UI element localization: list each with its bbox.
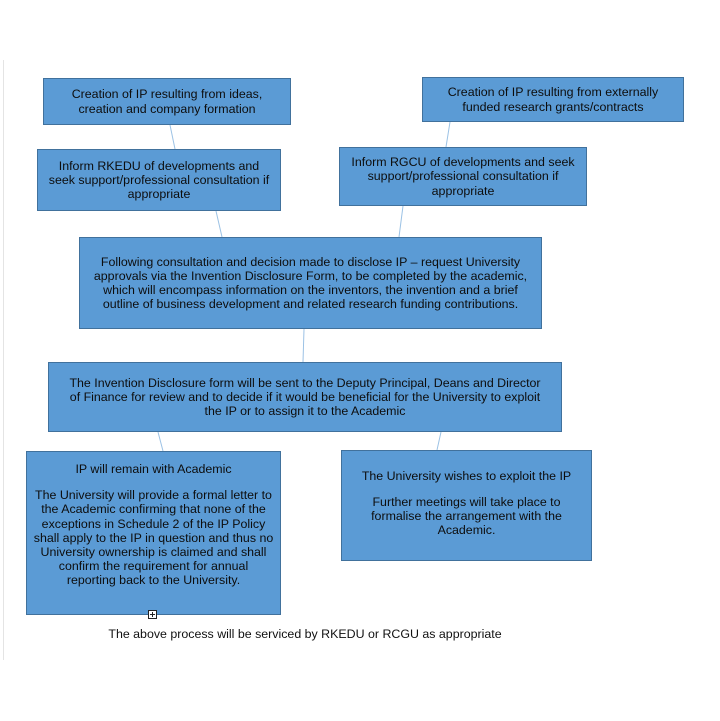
box-inform-rkedu bbox=[37, 149, 281, 211]
connector-ideas-to-rkedu bbox=[170, 125, 175, 149]
box-external-grants-text: Creation of IP resulting from externally funded research grants/contracts bbox=[447, 85, 659, 114]
box-disclosure-request-text: Following consultation and decision made to disclose IP – request University approvals via the Invention Disclosure Form, to be completed by the academic, which will encompass information on the inventors, the invention and a brief outline of business development and related research funding contributions. bbox=[93, 254, 528, 312]
connector-review-to-exploit bbox=[437, 432, 441, 450]
box-ideas-creation bbox=[43, 78, 291, 125]
connector-review-to-remain bbox=[158, 432, 163, 451]
box-ip-remain-academic bbox=[26, 451, 281, 615]
connector-rkedu-to-disclosure bbox=[216, 211, 222, 237]
box-inform-rgcu-text: Inform RGCU of developments and seek support/professional consultation if appropriate bbox=[351, 155, 575, 198]
connector-rgcu-to-disclosure bbox=[399, 206, 403, 237]
box-inform-rgcu bbox=[339, 147, 587, 206]
footer-note: The above process will be serviced by RKEDU or RCGU as appropriate bbox=[108, 627, 502, 641]
connector-grants-to-rgcu bbox=[446, 122, 450, 147]
box-university-exploit-body: Further meetings will take place to formalise the arrangement with the Academic. bbox=[371, 494, 562, 538]
box-ideas-creation-text: Creation of IP resulting from ideas, creation and company formation bbox=[71, 87, 263, 116]
box-disclosure-request bbox=[79, 237, 542, 329]
move-handle-icon[interactable] bbox=[148, 610, 157, 619]
connector-disclosure-to-review bbox=[303, 329, 304, 362]
box-form-review bbox=[48, 362, 562, 432]
box-university-exploit-title: The University wishes to exploit the IP bbox=[361, 468, 572, 483]
box-inform-rkedu-text: Inform RKEDU of developments and seek support/professional consultation if appropriate bbox=[48, 158, 270, 202]
box-external-grants bbox=[422, 77, 684, 122]
box-ip-remain-title: IP will remain with Academic bbox=[75, 462, 232, 476]
box-form-review-text: The Invention Disclosure form will be sent to the Deputy Principal, Deans and Director of Finance for review and to decide if it would be beneficial for the University to exploit the IP or to assign it to the Academic bbox=[69, 375, 541, 419]
box-ip-remain-body: The University will provide a formal letter to the Academic confirming that none of the exceptions in Schedule 2 of the IP Policy shall apply to the IP in question and thus no University ownership is claimed and shall confirm the requirement for annual reporting back to the University. bbox=[33, 488, 274, 588]
box-university-exploit bbox=[341, 450, 592, 561]
